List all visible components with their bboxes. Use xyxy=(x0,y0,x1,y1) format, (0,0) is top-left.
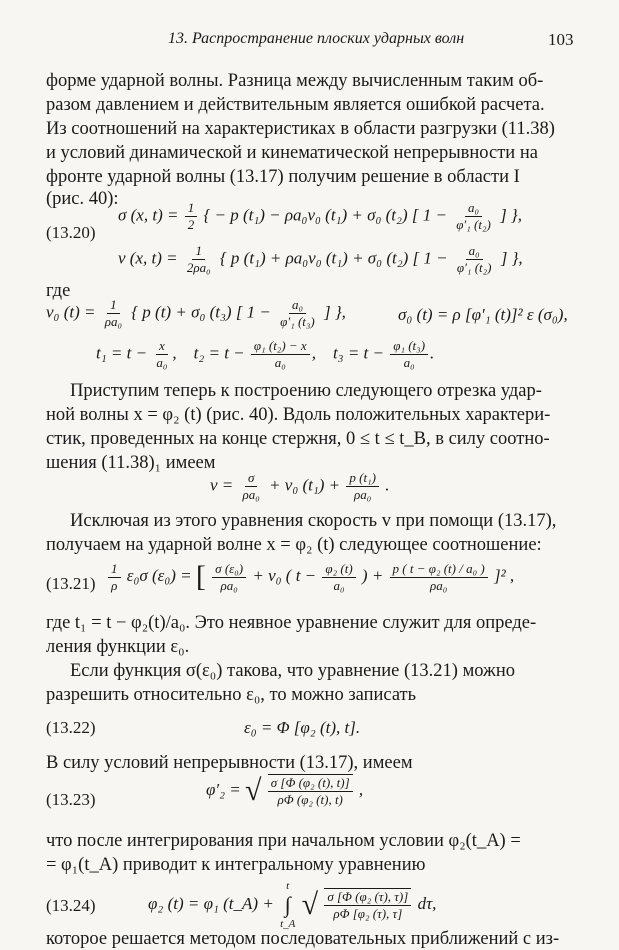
text-line: ления функции ε₀. xyxy=(46,637,190,657)
equation-velocity: v (x, t) = $\frac{1}{\text{2ρa₀}}$ { p (t₁) + ρa₀v₀ (t₁) + σ₀ (t₂) [ 1 − $\frac{\text{a₀}}{\text{φ′₁ (t₂)}}$ ] }, xyxy=(118,243,523,275)
equation-label: (13.24) xyxy=(46,896,96,915)
text-line: разрешить относительно ε₀, то можно записать xyxy=(46,685,417,705)
equation-13-21: $\frac{1}{\rho}$ ε₀σ (ε₀) = [ $\frac{\text{σ (ε₀)}}{\text{ρa₀}}$ + v₀ ( t − $\frac{\text{φ₂ (t)}}{\text{a₀}}$ ) + $\frac{\text{p ( t − φ₂ (t) / a₀ )}}{\text{ρa₀}}$ ]² , xyxy=(106,560,514,594)
text-line: что после интегрирования при начальном условии φ₂(t_A) = xyxy=(46,831,521,851)
text-line: получаем на ударной волне x = φ₂ (t) следующее соотношение: xyxy=(46,535,542,555)
text-line: стик, проведенных на конце стержня, 0 ≤ t ≤ t_B, в силу соотно- xyxy=(46,429,550,449)
text-line: Приступим теперь к построению следующего отрезка удар- xyxy=(70,381,542,401)
text-line: фронте ударной волны (13.17) получим решение в области I xyxy=(46,167,520,187)
running-header xyxy=(0,30,619,56)
text-line: (рис. 40): xyxy=(46,189,119,209)
equation-label: (13.22) xyxy=(46,718,96,737)
text-line: В силу условий непрерывности (13.17), имеем xyxy=(46,753,413,773)
text-line: шения (11.38)₁ имеем xyxy=(46,453,216,473)
text-line: где xyxy=(46,281,71,301)
text-line: форме ударной волны. Разница между вычисленным таким об- xyxy=(46,71,544,91)
text-line: = φ₁(t_A) приводит к интегральному уравнению xyxy=(46,855,426,875)
equation-t-definitions: t₁ = t − $\frac{x}{\text{a₀}}$ , t₂ = t − $\frac{\text{φ₁ (t₂) − x}}{\text{a₀}}$ , t₃ = t − $\frac{\text{φ₁ (t₃)}}{\text{a₀}}$ . xyxy=(96,338,435,370)
text-line: ной волны x = φ₂ (t) (рис. 40). Вдоль положительных характери- xyxy=(46,405,551,425)
chapter-title: 13. Распространение плоских ударных волн xyxy=(168,30,465,47)
text-line: где t₁ = t − φ₂(t)/a₀. Это неявное уравнение служит для опреде- xyxy=(46,613,537,633)
text-line: Если функция σ(ε₀) такова, что уравнение (13.21) можно xyxy=(70,661,515,681)
equation-v: v = $\frac{\sigma}{\text{ρa₀}}$ + v₀ (t₁) + $\frac{\text{p (t₁)}}{\text{ρa₀}}$ . xyxy=(210,470,390,502)
text-line: Из соотношений на характеристиках в области разгрузки (11.38) xyxy=(46,119,555,139)
equation-13-23: φ′₂ = √ $\frac{\text{σ [Φ (φ₂ (t), t)]}}{\text{ρΦ (φ₂ (t), t)}}$ , xyxy=(206,774,364,807)
equation-v0: v₀ (t) = $\frac{1}{\text{ρa₀}}$ { p (t) + σ₀ (t₃) [ 1 − $\frac{\text{a₀}}{\text{φ′₁ (t₃)}}$ ] }, xyxy=(46,297,346,329)
equation-sigma0: σ₀ (t) = ρ [φ′₁ (t)]² ε (σ₀), xyxy=(398,305,568,324)
equation-sigma: σ (x, t) = $\frac{1}{2}$ { − p (t₁) − ρa₀v₀ (t₁) + σ₀ (t₂) [ 1 − $\frac{\text{a₀}}{\text{φ′₁ (t₂)}}$ ] }, xyxy=(118,200,522,232)
equation-label: (13.20) xyxy=(46,223,96,242)
equation-label: (13.23) xyxy=(46,790,96,809)
equation-13-24: φ₂ (t) = φ₁ (t_A) + t ∫ t_A √ $\frac{\text{σ [Φ (φ₂ (τ), τ)]}}{\text{ρΦ [φ₂ (τ), τ]}}$ dτ, xyxy=(148,880,437,930)
text-line: Исключая из этого уравнения скорость v при помощи (13.17), xyxy=(70,511,557,531)
equation-label: (13.21) xyxy=(46,574,96,593)
text-line: которое решается методом последовательных приближений с из- xyxy=(46,929,560,949)
page-number: 103 xyxy=(548,30,574,49)
text-line: разом давлением и действительным является ошибкой расчета. xyxy=(46,95,545,115)
text-line: и условий динамической и кинематической непрерывности на xyxy=(46,143,538,163)
equation-13-22: ε₀ = Φ [φ₂ (t), t]. xyxy=(244,718,361,737)
